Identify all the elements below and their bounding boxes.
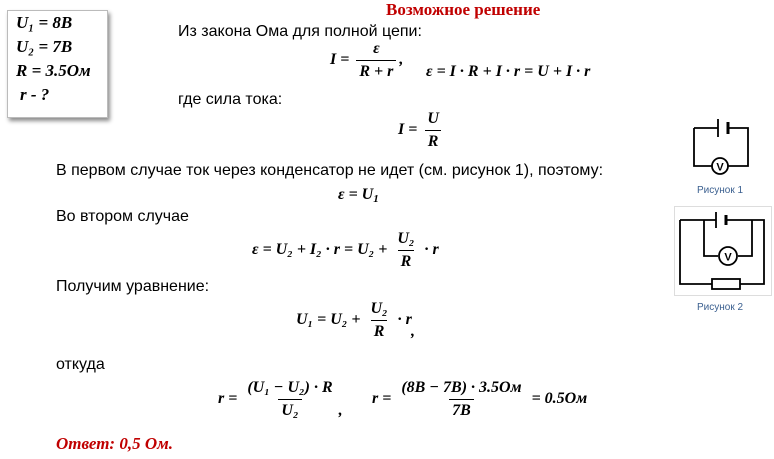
f5-denominator: R	[398, 250, 415, 271]
formula-emf-expansion: ε = I · R + I · r = U + I · r	[426, 63, 591, 80]
f4-lhs: ε = U	[338, 186, 374, 203]
second-case-text: Во втором случае	[56, 208, 189, 225]
voltmeter-label-2: V	[724, 251, 732, 264]
f5-numerator: U₂	[397, 230, 415, 247]
f3-fraction	[424, 110, 442, 151]
f7-comma: ,	[338, 402, 343, 420]
formula-current-ohm	[398, 110, 445, 151]
given-u1: U₁ = 8В	[16, 13, 73, 32]
f1-lhs: I =	[330, 51, 350, 69]
circuit-figure-2	[674, 206, 772, 296]
f7-fraction	[244, 379, 335, 420]
figure-2-caption: Рисунок 2	[697, 302, 744, 313]
f3-lhs: I =	[398, 121, 418, 139]
get-equation-text: Получим уравнение:	[56, 278, 210, 295]
circuit-figure-1	[684, 112, 758, 184]
f8-lhs: r =	[372, 390, 392, 408]
f4-sub: 1	[373, 193, 379, 205]
f8-denominator: 7В	[449, 399, 474, 420]
voltmeter-label-1: V	[716, 161, 724, 174]
f1-denominator: R + r	[356, 60, 396, 81]
f7-lhs: r =	[218, 390, 238, 408]
formula-r-numeric	[372, 379, 587, 420]
given-unknown: r - ?	[20, 85, 50, 104]
intro-text: Из закона Ома для полной цепи:	[178, 23, 422, 40]
f5-tail: · r	[424, 241, 439, 259]
formula-second-case	[252, 230, 439, 271]
f6-comma: ,	[410, 323, 415, 341]
page-title: Возможное решение	[386, 0, 541, 19]
answer-text: Ответ: 0,5 Ом.	[56, 434, 174, 453]
f3-denominator: R	[425, 130, 442, 151]
f8-fraction	[398, 379, 524, 420]
f3-numerator: U	[427, 110, 439, 127]
f6-numerator: U₂	[370, 300, 388, 317]
where-current-text: где сила тока:	[178, 91, 283, 108]
whence-text: откуда	[56, 356, 105, 373]
f1-fraction	[356, 40, 396, 81]
f5-fraction	[394, 230, 417, 271]
formula-r-symbolic	[218, 379, 343, 420]
f6-fraction	[368, 300, 391, 341]
f1-numerator: ε	[373, 40, 380, 57]
f1-comma: ,	[399, 51, 404, 69]
f6-denominator: R	[371, 320, 388, 341]
f8-tail: = 0.5Ом	[531, 390, 588, 408]
given-r: R = 3.5Ом	[16, 61, 91, 80]
given-u2: U₂ = 7В	[16, 37, 73, 56]
formula-equation	[296, 300, 415, 341]
given-box	[7, 10, 108, 118]
f7-numerator: (U₁ − U₂) · R	[247, 379, 333, 396]
f5-lhs: ε = U₂ + I₂ · r = U₂ +	[252, 241, 388, 259]
f8-numerator: (8В − 7В) · 3.5Ом	[401, 379, 522, 396]
f6-tail: · r	[397, 311, 411, 329]
f6-lhs: U₁ = U₂ +	[296, 311, 361, 329]
formula-emf-equals-u1	[338, 186, 379, 205]
first-case-text: В первом случае ток через конденсатор не идет (см. рисунок 1), поэтому:	[56, 162, 604, 179]
figure-1-caption: Рисунок 1	[697, 185, 744, 196]
f7-denominator: U₂	[278, 399, 301, 420]
formula-current-full-circuit	[330, 40, 403, 81]
